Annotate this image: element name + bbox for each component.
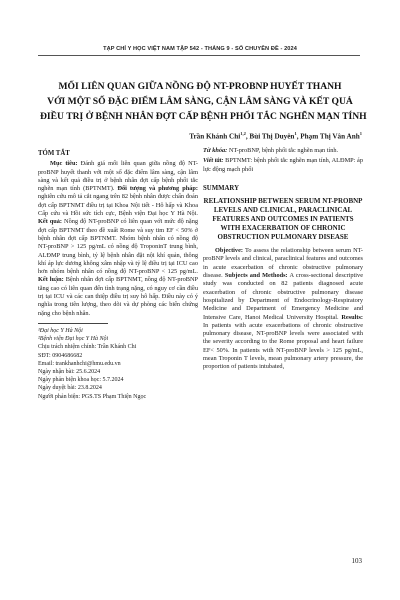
abbreviations xyxy=(203,157,363,174)
journal-header: TẠP CHÍ Y HỌC VIỆT NAM TẬP 542 - THÁNG 9 - SỐ CHUYÊN ĐỀ - 2024 xyxy=(103,46,297,52)
abbrev-text: BPTNMT: bệnh phổi tắc nghẽn mạn tính, ALĐMP: áp lực động mạch phổi xyxy=(203,157,363,173)
author-2: , Bùi Thị Duyên xyxy=(245,132,295,141)
results-label: Kết quả: xyxy=(38,218,63,226)
methods-label: Đối tượng và phương pháp: xyxy=(117,185,198,193)
en-methods-text: A cross-sectional descriptive study was conducted on 82 patients diagnosed acute exacerbation of chronic obstructive pulmonary disease hospitalized by Department of Endocrinology-Respiratory Medicine and Department of Emergency Medicine and Intensive Care, Hanoi Medical University Hospital. xyxy=(203,272,364,321)
right-column xyxy=(203,147,363,372)
author-list xyxy=(189,131,362,140)
author-1-affiliation: 1,2 xyxy=(240,131,246,136)
author-3: , Phạm Thị Vân Anh xyxy=(296,132,360,141)
email: Email: trankhanhchi@hmu.edu.vn xyxy=(38,360,121,367)
corresponding-author: Chịu trách nhiệm chính: Trần Khánh Chi xyxy=(38,344,137,351)
keywords-label: Từ khóa: xyxy=(203,147,228,154)
affiliation-1: ¹Đại học Y Hà Nội xyxy=(38,327,83,334)
abbrev-label: Viết tắt: xyxy=(203,157,224,165)
objective-text: Đánh giá mối liên quan giữa nồng độ NT-proBNP huyết thanh với một số đặc điểm lâm sàng, cận lâm sàng và kết quả điều trị ở bệnh nhân đợt cấp bệnh phổi tắc nghẽn mạn tính (BPTNMT). xyxy=(38,160,198,193)
en-methods-label: Subjects and Methods: xyxy=(224,272,288,280)
en-results-text: In patients with acute exacerbations of chronic obstructive pulmonary disease, NT-proBNP levels were associated with the severity according to the Rome proposal and heart failure EF< 50%. In patients with NT-proBNP levels > 125 pg/mL, mean Troponin T levels, mean pulmonary artery pressure, the proportion of patients intubated, xyxy=(203,321,363,371)
methods-text: nghiên cứu mô tả cắt ngang trên 82 bệnh nhân được chẩn đoán đợt cấp BPTNMT điều trị tại Khoa Nội tiết - Hô hấp và Khoa Cấp cứu và Hồi sức tích cực, Bệnh viện Đại học Y Hà Nội. xyxy=(38,193,198,218)
title-line-2: VỚI MỘT SỐ ĐẶC ĐIỂM LÂM SÀNG, CẬN LÂM SÀNG VÀ KẾT QUẢ xyxy=(47,96,353,107)
title-line-1: MỐI LIÊN QUAN GIỮA NỒNG ĐỘ NT-PROBNP HUYẾT THANH xyxy=(58,81,342,92)
footnote-divider xyxy=(38,323,108,324)
results-text: Nồng độ NT-proBNP có liên quan với mức độ nặng đợt cấp BPTNMT theo đề xuất Rome và suy tim EF < 50% ở bệnh nhân đợt cấp BPTNMT. Nhóm bệnh nhân có nồng độ NT-proBNP > 125 pg/mL có nồng độ TroponinT trung bình, ALĐMP trung bình, tỷ lệ bệnh nhân đặt nội khí quản, thông khí áp lực dương không xâm nhập và tỷ lệ điều trị tại ICU cao hơn nhóm bệnh nhân có nồng độ NT-proBNP < 125 pg/mL. xyxy=(38,218,198,276)
page-number: 103 xyxy=(351,557,362,565)
conclusion-label: Kết luận: xyxy=(38,276,64,284)
conclusion-text: Bệnh nhân đợt cấp BPTNMT, nồng độ NT-proBNP tăng cao có liên quan đến tình trạng nặng, có nguy cơ cần điều trị tại ICU và các can thiệp điều trị suy hô hấp. Điều này có ý nghĩa trong tiên lượng, theo dõi và dự phòng các biến chứng nặng cho bệnh nhân. xyxy=(38,276,198,317)
article-title xyxy=(40,79,367,124)
author-1: Trần Khánh Chi xyxy=(189,132,241,141)
en-results-label: Results: xyxy=(341,313,364,321)
author-2-affiliation: 1 xyxy=(294,131,297,136)
en-objective-text: To assess the relationship between serum NT-proBNP levels and clinical, paraclinical features and outcomes in acute exacerbation of chronic obstructive pulmonary disease. xyxy=(203,247,363,280)
footnotes xyxy=(38,327,198,401)
reviewer: Người phản biện: PGS.TS Phạm Thiện Ngọc xyxy=(38,393,147,400)
header-divider xyxy=(38,55,360,56)
date-received: Ngày nhận bài: 25.6.2024 xyxy=(38,368,101,375)
author-3-affiliation: 1 xyxy=(359,131,362,136)
abstract-vi-heading: TÓM TẮT xyxy=(38,150,70,157)
objective-label: Mục tiêu: xyxy=(50,160,78,168)
affiliation-2: ²Bệnh viện Đại học Y Hà Nội xyxy=(38,336,109,343)
english-title: RELATIONSHIP BETWEEN SERUM NT-PROBNP LEVELS AND CLINICAL, PARACLINICAL FEATURES AND OUTCOMES IN PATIENTS WITH EXACERBATION OF CHRONIC OBSTRUCTION PULMONARY DISEASE xyxy=(203,197,363,242)
abstract-vi-body xyxy=(38,160,198,318)
date-reviewed: Ngày phản biện khoa học: 5.7.2024 xyxy=(38,377,124,384)
en-objective-label: Objective: xyxy=(215,247,243,255)
date-accepted: Ngày duyệt bài: 23.8.2024 xyxy=(38,385,102,392)
left-column xyxy=(38,150,198,401)
keywords xyxy=(203,147,363,155)
phone: SĐT: 0904686682 xyxy=(38,352,83,359)
summary-heading: SUMMARY xyxy=(203,184,240,192)
abstract-en-body xyxy=(203,247,363,371)
title-line-3: ĐIỀU TRỊ Ở BỆNH NHÂN ĐỢT CẤP BỆNH PHỔI TẮC NGHẼN MẠN TÍNH xyxy=(40,111,367,122)
keywords-text: NT-proBNP, bệnh phổi tắc nghẽn mạn tính. xyxy=(227,147,339,154)
